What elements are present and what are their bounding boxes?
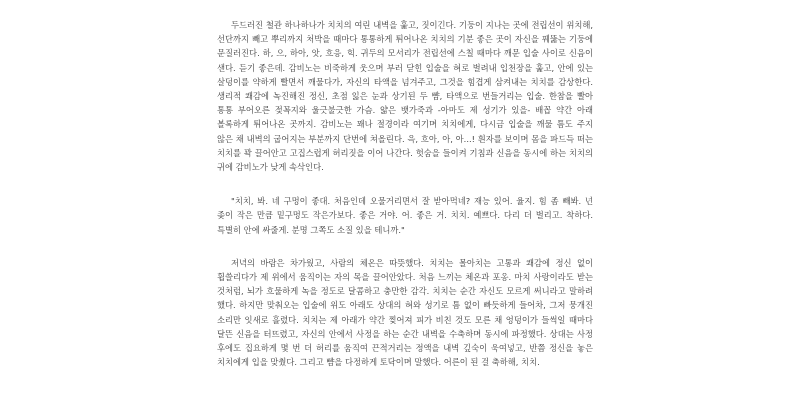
paragraph-narration: 저녁의 바람은 차가웠고, 사람의 체온은 따뜻했다. 치치는 몰아치는 고통과 쾌감에 정신 없이 휩쓸리다가 제 위에서 움직이는 자의 목을 끌어안았다. 처음 느끼는 체온과 포옹. 마치 사랑이라도 받는 것처럼, 뇌가 흐물하게 녹을 정도로 달콤하고 충만한 감각. 치치는 순간 자신도 모르게 써니라고 말하려 했다. 하지만 맞춰오는 입술에 위도 아래도 상대의 혀와 성기로 틈 없이 빠듯하게 들어차, 그저 뭉개진 소리만 잇새로 흘렸다. 치치는 제 아래가 약간 찢어져 피가 비친 것도 모른 채 엉덩이가 들썩일 때마다 달뜬 신음을 터뜨렸고, 자신의 안에서 사정을 하는 순간 내벽을 수축하며 동시에 파정했다. 상대는 사정 후에도 집요하게 몇 번 더 허리를 움직여 끈적거리는 정액을 내벽 깊숙이 욱여넣고, 반쯤 정신을 놓은 치치에게 입을 맞췄다. 그리고 뺨을 다정하게 토닥이며 말했다. 어른이 된 걸 축하해, 치치. (217, 257, 593, 368)
document-body (217, 7, 593, 369)
paragraph-dialogue: "치치, 봐. 네 구멍이 좋대. 처음인데 오물거리면서 잘 받아먹네? 재능 있어. 율지. 힘 좀 빼봐. 넌 좆이 작은 만큼 밑구멍도 작은가보다. 좋은 거야. 어. 좋은 거. 치치. 예쁘다. 다리 더 벌리고. 착하다. 특별히 안에 싸줄게. 분명 그쪽도 소질 있을 테니까." (217, 196, 593, 235)
paragraph-narration: 두드러진 철관 하나하나가 치치의 여린 내벽을 훑고, 짓이긴다. 기둥이 지나는 곳에 전립선이 위치해, 선단까지 빼고 뿌리까지 처박을 때마다 통통하게 튀어나온 치치의 기분 좋은 곳이 자신을 꿰뚫는 기둥에 문질러진다. 하, 으, 하아, 앗, 흐응, 힉. 귀두의 모서리가 전립선에 스칠 때마다 깨문 입술 사이로 신음이 샌다. 듣기 좋은데. 감비노는 비죽하게 웃으며 부러 닫힌 입술을 혀로 벌려내 입천장을 훑고, 안에 있는 살덩이를 약하게 빨면서 깨물다가, 자신의 타액을 넘겨주고, 그것을 힘겹게 삼켜내는 치치를 감상한다. 생리적 쾌감에 녹진해진 정신, 초점 잃은 눈과 상기된 두 뺨, 타액으로 번들거리는 입술. 한참을 빨아 통통 부어오른 젖꼭지와 울긋불긋한 가슴. 얇은 뱃가죽과 -아마도 제 성기가 있을- 배꼽 약간 아래 볼록하게 튀어나온 곳까지. 감비노는 꽤나 절경이라 여기며 치치에게, 다시금 입술을 깨물 틈도 주지 않은 채 내벽의 굽어지는 부분까지 단번에 쳐올린다. 윽, 흐아, 아, 아...! 흰자를 보이며 몸을 파드득 떠는 치치를 꽉 끌어안고 고집스럽게 허리짓을 이어 나간다. 헛숨을 들이켜 기침과 신음을 동시에 하는 치치의 귀에 감비노가 낮게 속삭인다. (217, 20, 593, 173)
